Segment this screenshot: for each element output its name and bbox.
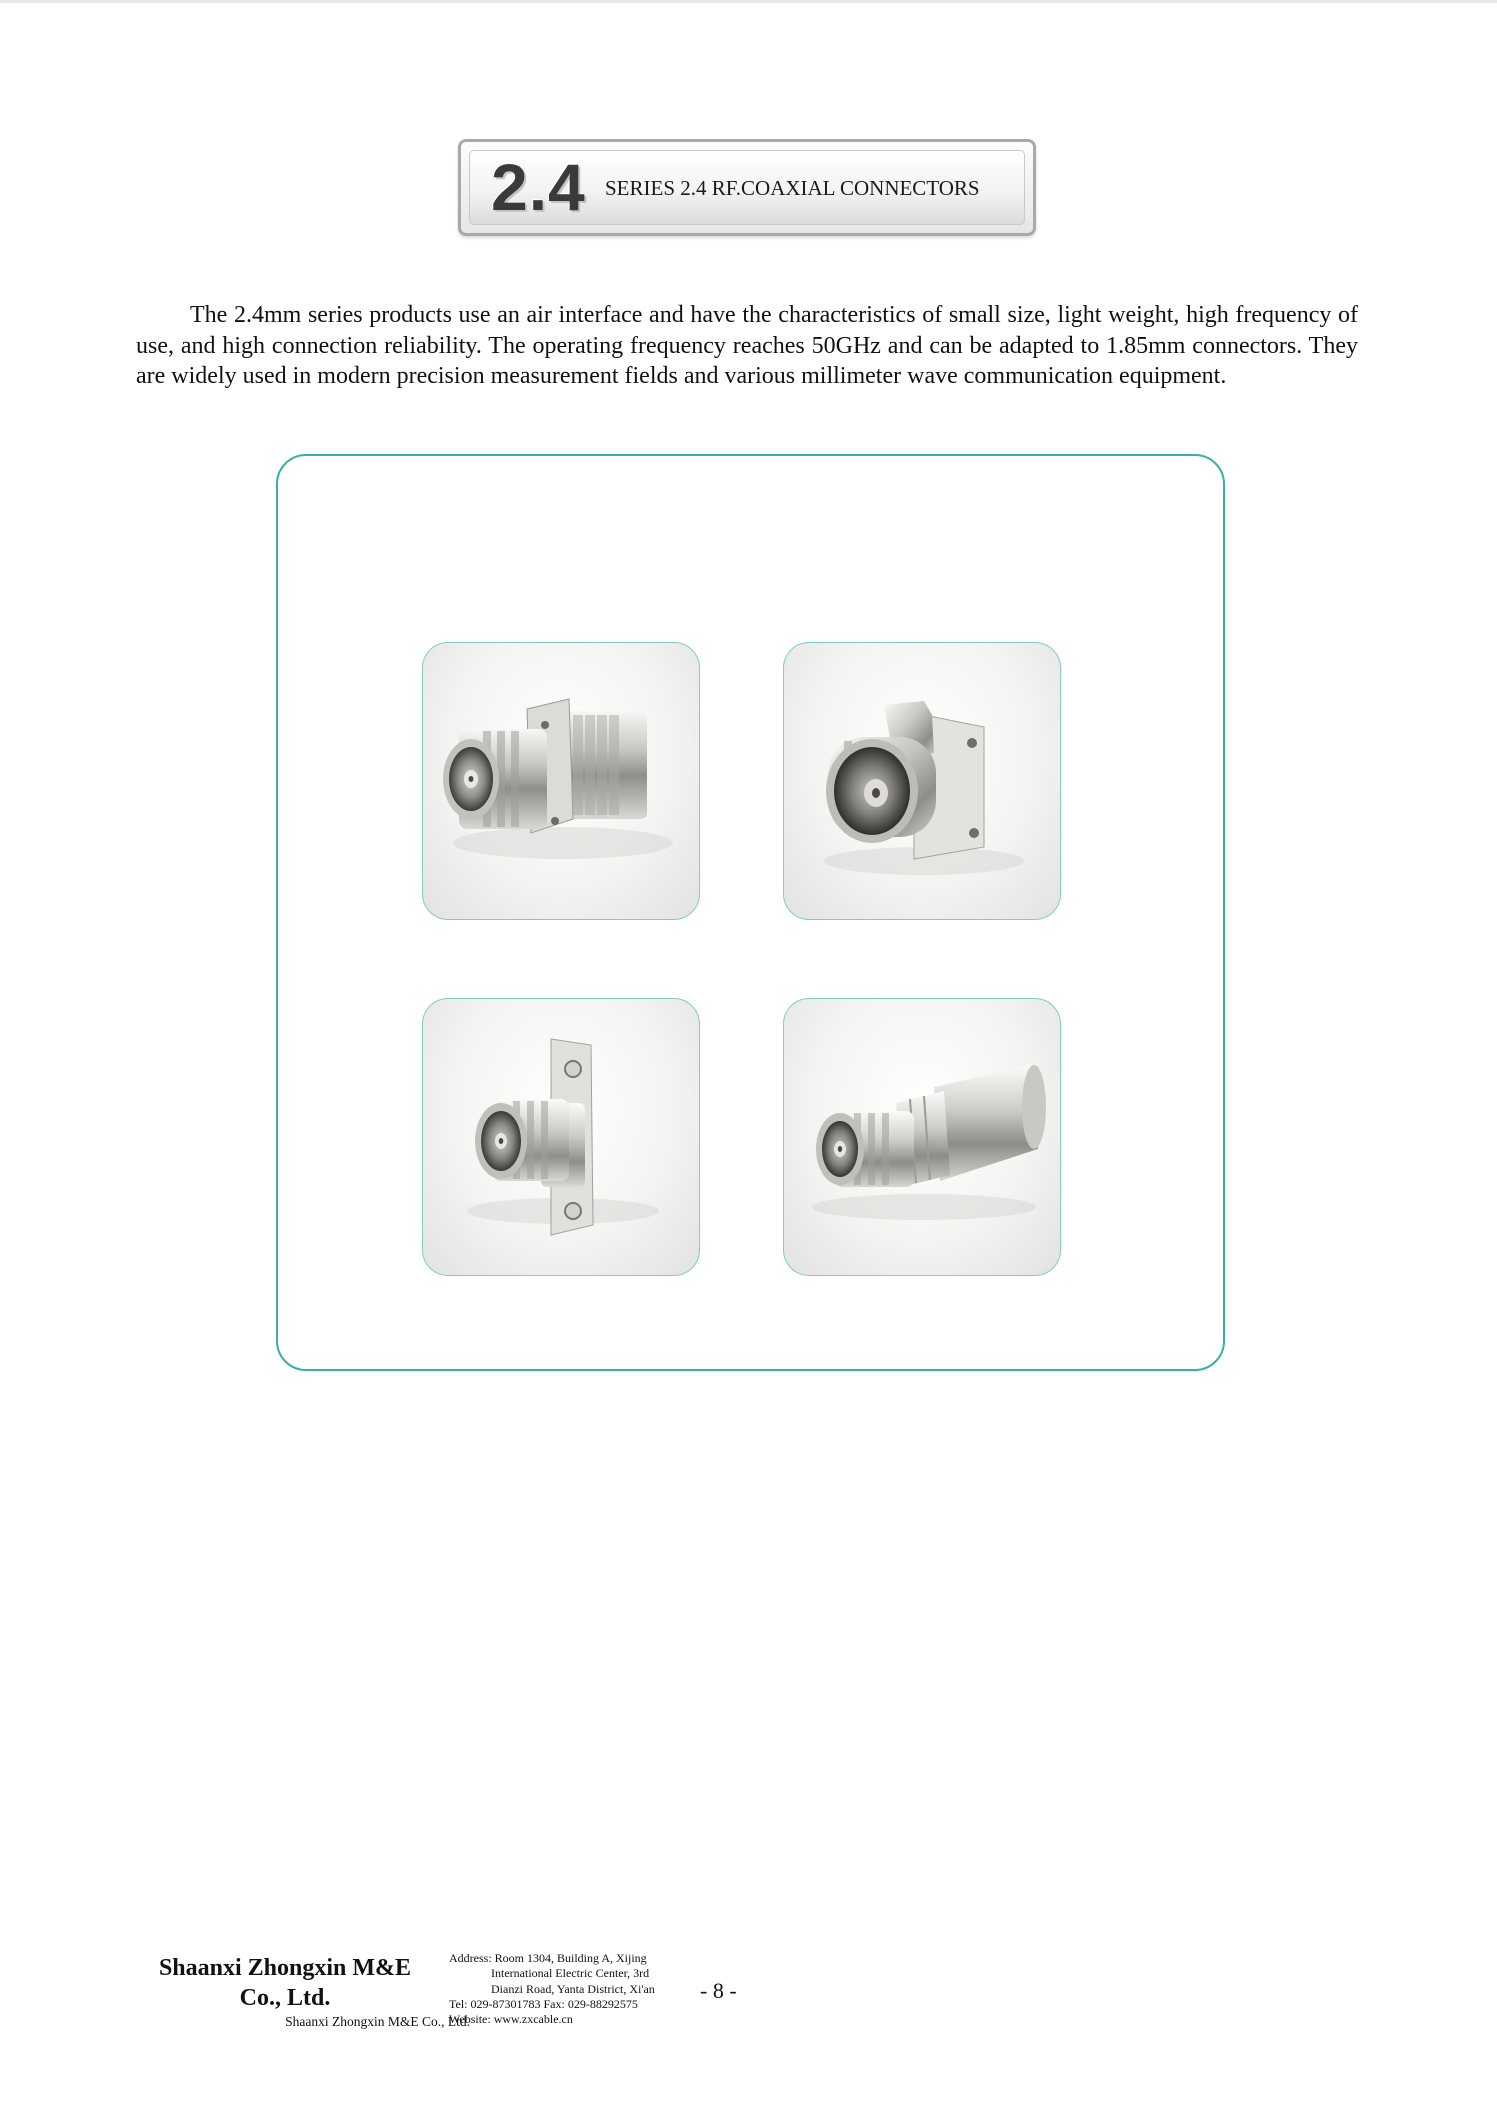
panel-mount-plug-photo-icon [784,643,1061,920]
series-header-badge [458,139,1036,236]
footer-website: Website: www.zxcable.cn [449,2012,573,2027]
footer-contact-block [449,1951,685,2027]
footer-company-name [140,1953,430,2013]
intro-paragraph: The 2.4mm series products use an air interface and have the characteristics of small size, light weight, high frequency of use, and high connection reliability. The operating frequency reaches 50GHz and can be adapted to 1.85mm connectors. They are widely used in modern precision measurement fields and various millimeter wave communication equipment. [136,302,1358,389]
product-photo-1 [422,642,700,920]
page-number: - 8 - [700,1978,737,2003]
footer-address-line-2: International Electric Center, 3rd [491,1966,650,1981]
inline-cable-jack-photo-icon [784,999,1061,1276]
footer-company-line2: Co., Ltd. [239,1985,331,2011]
series-title: SERIES 2.4 RF.COAXIAL CONNECTORS [605,176,980,200]
footer-phone-fax: Tel: 029-87301783 Fax: 029-88292575 [449,1996,638,2011]
footer-company-line1: Shaanxi Zhongxin M&E [158,1955,412,1981]
footer-company-small: Shaanxi Zhongxin M&E Co., Ltd. [285,2014,470,2029]
footer-address-line-1: Address: Room 1304, Building A, Xijing [449,1951,647,1965]
series-number: 2.4 [491,150,586,224]
product-photo-4 [783,998,1061,1276]
product-gallery [276,454,1225,1371]
two-hole-flange-jack-photo-icon [423,999,700,1276]
product-photo-2 [783,642,1061,920]
footer-address-line-3: Dianzi Road, Yanta District, Xi'an [491,1981,655,1996]
product-photo-3 [422,998,700,1276]
page-top-edge [0,0,1497,3]
flange-adapter-photo-icon [423,643,700,920]
